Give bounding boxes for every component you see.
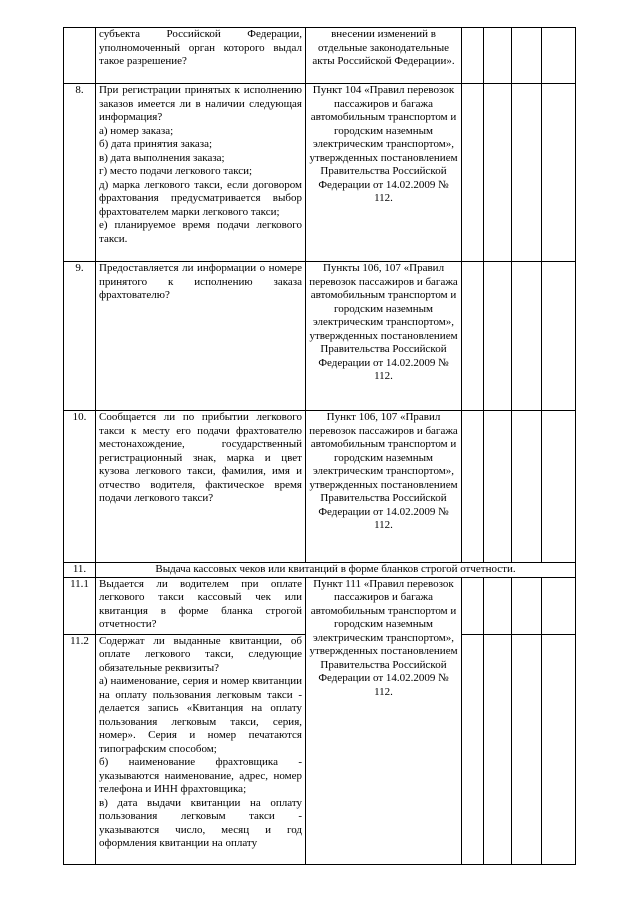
table-row — [64, 262, 576, 411]
answer-cell-no — [484, 84, 512, 262]
answer-cell-yes — [462, 634, 484, 864]
section-row — [64, 563, 576, 578]
question-item: а) наименование, серия и номер квитанции на оплату пользования легковым такси - делается запись «Квитанция на оплату пользования легковым такси, серия, номер». Серия и номер печатаются типографским способом; — [99, 675, 302, 755]
answer-cell-note — [542, 411, 576, 563]
question-text: субъекта Российской Федерации, уполномоченный орган которого выдал такое разрешение? — [96, 28, 306, 84]
question-item: д) марка легкового такси, если договором фрахтования предусматривается выбор фрахтователем марки легкового такси; — [99, 178, 302, 218]
row-number: 11.1 — [64, 577, 96, 634]
row-number — [64, 28, 96, 84]
question-text: Сообщается ли по прибытии легкового такси к месту его подачи фрахтователю местонахождение, государственный регистрационный знак, марка и цвет кузова легкового такси, фамилия, имя и отчество водителя, фактическое время подачи легкового такси? — [96, 411, 306, 563]
legal-reference: Пункт 106, 107 «Правил перевозок пассажиров и багажа автомобильным транспортом и городским наземным электрическим транспортом», утвержденных постановлением Правительства Российской Федерации от 14.02.2009 № 112. — [306, 411, 462, 563]
legal-reference: внесении изменений в отдельные законодательные акты Российской Федерации». — [306, 28, 462, 84]
section-title: Выдача кассовых чеков или квитанций в форме бланков строгой отчетности. — [96, 563, 576, 578]
row-number: 8. — [64, 84, 96, 262]
answer-cell-no — [484, 634, 512, 864]
legal-reference: Пункт 111 «Правил перевозок пассажиров и багажа автомобильным транспортом и городским наземным электрическим транспортом», утвержденных постановлением Правительства Российской Федерации от 14.02.2009 № 112. — [306, 577, 462, 864]
table-row — [64, 411, 576, 563]
question-text: Выдается ли водителем при оплате легкового такси кассовый чек или квитанция в форме бланка строгой отчетности? — [96, 577, 306, 634]
table-row — [64, 84, 576, 262]
answer-cell-yes — [462, 262, 484, 411]
question-item: б) дата принятия заказа; — [99, 138, 213, 150]
question-item: в) дата выдачи квитанции на оплату пользования легковым такси - указываются число, месяц и год оформления квитанции на оплату — [99, 796, 302, 849]
answer-cell-na — [512, 28, 542, 84]
answer-cell-no — [484, 411, 512, 563]
answer-cell-yes — [462, 411, 484, 563]
document-page — [63, 27, 576, 865]
answer-cell-note — [542, 84, 576, 262]
question-item: б) наименование фрахтовщика - указываются наименование, адрес, номер телефона и ИНН фрахтовщика; — [99, 756, 302, 795]
table-row — [64, 577, 576, 634]
answer-cell-na — [512, 634, 542, 864]
table-row — [64, 28, 576, 84]
question-text — [96, 84, 306, 262]
answer-cell-na — [512, 262, 542, 411]
answer-cell-no — [484, 577, 512, 634]
row-number: 11.2 — [64, 634, 96, 864]
row-number: 11. — [64, 563, 96, 578]
answer-cell-na — [512, 411, 542, 563]
answer-cell-note — [542, 28, 576, 84]
question-text — [96, 634, 306, 864]
answer-cell-note — [542, 262, 576, 411]
answer-cell-na — [512, 577, 542, 634]
answer-cell-yes — [462, 28, 484, 84]
answer-cell-no — [484, 262, 512, 411]
answer-cell-no — [484, 28, 512, 84]
question-item: а) номер заказа; — [99, 124, 174, 137]
row-number: 9. — [64, 262, 96, 411]
question-text: Предоставляется ли информации о номере принятого к исполнению заказа фрахтователю? — [96, 262, 306, 411]
checklist-table — [63, 27, 576, 865]
question-item: в) дата выполнения заказа; — [99, 151, 225, 164]
question-intro: При регистрации принятых к исполнению заказов имеется ли в наличии следующая информация? — [99, 84, 302, 123]
legal-reference: Пункт 104 «Правил перевозок пассажиров и багажа автомобильным транспортом и городским наземным электрическим транспортом», утвержденных постановлением Правительства Российской Федерации от 14.02.2009 № 112. — [306, 84, 462, 262]
row-number: 10. — [64, 411, 96, 563]
answer-cell-note — [542, 634, 576, 864]
answer-cell-na — [512, 84, 542, 262]
question-item: е) планируемое время подачи легкового такси. — [99, 219, 302, 245]
answer-cell-note — [542, 577, 576, 634]
legal-reference: Пункты 106, 107 «Правил перевозок пассажиров и багажа автомобильным транспортом и городским наземным электрическим транспортом», утвержденных постановлением Правительства Российской Федерации от 14.02.2009 № 112. — [306, 262, 462, 411]
answer-cell-yes — [462, 577, 484, 634]
answer-cell-yes — [462, 84, 484, 262]
question-intro: Содержат ли выданные квитанции, об оплате легкового такси, следующие обязательные реквизиты? — [99, 634, 302, 674]
question-item: г) место подачи легкового такси; — [99, 165, 253, 177]
